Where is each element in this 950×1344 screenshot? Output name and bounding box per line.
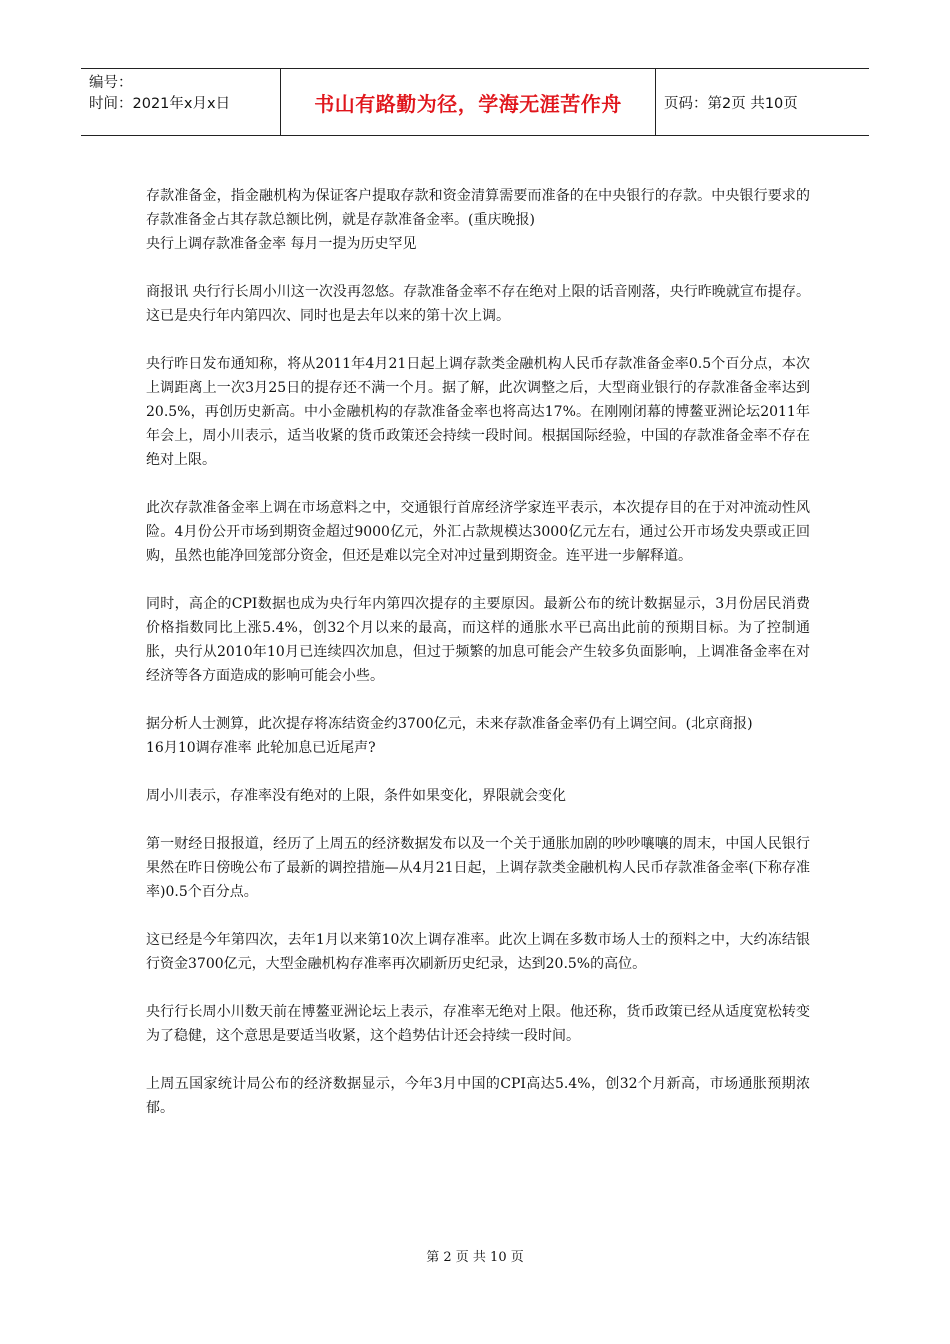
paragraph: 同时，高企的CPI数据也成为央行年内第四次提存的主要原因。最新公布的统计数据显示，3月份居民消费价格指数同比上涨5.4%，创32个月以来的最高，而这样的通胀水平已高出此前的预期目标。为了控制通胀，央行从2010年10月已连续四次加息，但过于频繁的加息可能会产生较多负面影响，上调准备金率在对经济等各方面造成的影响可能会小些。 <box>146 596 810 684</box>
paragraph-definition: 存款准备金，指金融机构为保证客户提取存款和资金清算需要而准备的在中央银行的存款。中央银行要求的存款准备金占其存款总额比例，就是存款准备金率。(重庆晚报) <box>146 188 810 228</box>
article-headline-1: 央行上调存款准备金率 每月一提为历史罕见 <box>146 236 417 252</box>
header-page-info: 页码：第2页 共10页 <box>664 95 798 112</box>
document-date-label: 时间：2021年x月x日 <box>89 96 231 112</box>
paragraph: 商报讯 央行行长周小川这一次没再忽悠。存款准备金率不存在绝对上限的话音刚落，央行昨晚就宣布提存。这已是央行年内第四次、同时也是去年以来的第十次上调。 <box>146 284 810 324</box>
paragraph: 央行昨日发布通知称，将从2011年4月21日起上调存款类金融机构人民币存款准备金率0.5个百分点，本次上调距离上一次3月25日的提存还不满一个月。据了解，此次调整之后，大型商业银行的存款准备金率达到20.5%，再创历史新高。中小金融机构的存款准备金率也将高达17%。在刚刚闭幕的博鳌亚洲论坛2011年年会上，周小川表示，适当收紧的货币政策还会持续一段时间。根据国际经验，中国的存款准备金率不存在绝对上限。 <box>146 356 810 468</box>
paragraph: 据分析人士测算，此次提存将冻结资金约3700亿元，未来存款准备金率仍有上调空间。(北京商报) <box>146 716 753 732</box>
paragraph: 央行行长周小川数天前在博鳌亚洲论坛上表示，存准率无绝对上限。他还称，货币政策已经从适度宽松转变为了稳健，这个意思是要适当收紧，这个趋势估计还会持续一段时间。 <box>146 1004 810 1044</box>
document-header <box>81 68 869 136</box>
article-subheadline: 周小川表示，存准率没有绝对的上限，条件如果变化，界限就会变化 <box>146 788 566 804</box>
paragraph: 这已经是今年第四次，去年1月以来第10次上调存准率。此次上调在多数市场人士的预料之中，大约冻结银行资金3700亿元，大型金融机构存准率再次刷新历史纪录，达到20.5%的高位。 <box>146 932 810 972</box>
document-body <box>146 184 810 1120</box>
page-footer: 第 2 页 共 10 页 <box>426 1250 524 1265</box>
document-number-label: 编号： <box>89 75 133 91</box>
paragraph: 第一财经日报报道，经历了上周五的经济数据发布以及一个关于通胀加剧的吵吵嚷嚷的周末，中国人民银行果然在昨日傍晚公布了最新的调控措施—从4月21日起，上调存款类金融机构人民币存款准备金率(下称存准率)0.5个百分点。 <box>146 836 810 900</box>
paragraph: 此次存款准备金率上调在市场意料之中，交通银行首席经济学家连平表示，本次提存目的在于对冲流动性风险。4月份公开市场到期资金超过9000亿元，外汇占款规模达3000亿元左右，通过公开市场发央票或正回购，虽然也能净回笼部分资金，但还是难以完全对冲过量到期资金。连平进一步解释道。 <box>146 500 810 564</box>
paragraph: 上周五国家统计局公布的经济数据显示，今年3月中国的CPI高达5.4%，创32个月新高，市场通胀预期浓郁。 <box>146 1076 810 1116</box>
header-motto: 书山有路勤为径，学海无涯苦作舟 <box>281 69 656 135</box>
article-headline-2: 16月10调存准率 此轮加息已近尾声? <box>146 740 376 756</box>
header-meta-cell <box>81 69 281 135</box>
